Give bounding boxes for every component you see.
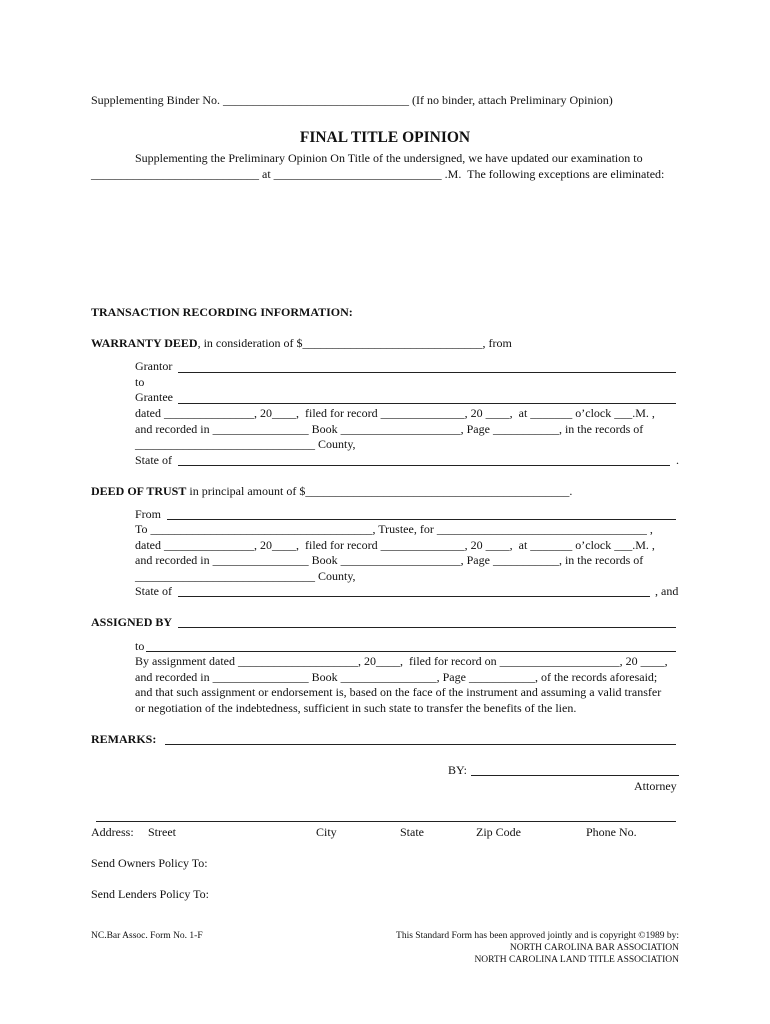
deed-of-trust-line bbox=[91, 484, 572, 498]
intro-line-2: ____________________________ at ____________________________ .M. The following exceptions are eliminated: bbox=[91, 167, 665, 181]
warranty-state-label: State of bbox=[135, 453, 172, 467]
deed-of-trust-label: DEED OF TRUST bbox=[91, 484, 187, 498]
grantor-label: Grantor bbox=[135, 359, 173, 373]
endorsement-line-2: or negotiation of the indebtedness, sufficient in such state to transfer the benefits of the lien. bbox=[135, 701, 577, 715]
assignment-recorded-line: and recorded in ________________ Book ________________, Page ___________, of the records aforesaid; bbox=[135, 670, 658, 684]
send-lenders-policy-label: Send Lenders Policy To: bbox=[91, 887, 209, 901]
page-title: FINAL TITLE OPINION bbox=[299, 129, 471, 146]
address-field[interactable] bbox=[96, 821, 676, 822]
zip-code-label: Zip Code bbox=[476, 825, 521, 839]
phone-label: Phone No. bbox=[586, 825, 637, 839]
trust-from-field[interactable] bbox=[167, 519, 676, 520]
address-label: Address: bbox=[91, 825, 134, 839]
warranty-deed-consideration: , in consideration of $______________________________, from bbox=[197, 336, 512, 350]
trust-dated-line: dated _______________, 20____, filed for record ______________, 20 ____, at _______ o’clock ___.M. , bbox=[135, 538, 655, 552]
trust-state-label: State of bbox=[135, 584, 172, 598]
state-label: State bbox=[400, 825, 424, 839]
by-label: BY: bbox=[448, 763, 467, 777]
copyright-notice: This Standard Form has been approved jointly and is copyright ©1989 by: bbox=[396, 931, 679, 941]
warranty-deed-label: WARRANTY DEED bbox=[91, 336, 198, 350]
grantor-field[interactable] bbox=[178, 372, 676, 373]
warranty-state-field[interactable] bbox=[178, 465, 670, 466]
deed-of-trust-principal: in principal amount of $____________________________________________. bbox=[186, 484, 573, 498]
assigned-to-field[interactable] bbox=[146, 651, 676, 652]
warranty-dated-line: dated _______________, 20____, filed for record ______________, 20 ____, at _______ o’clock ___.M. , bbox=[135, 406, 655, 420]
assigned-by-field[interactable] bbox=[178, 627, 676, 628]
endorsement-line-1: and that such assignment or endorsement is, based on the face of the instrument and assuming a valid transfer bbox=[135, 685, 662, 699]
trust-from-label: From bbox=[135, 507, 162, 521]
trust-state-end: , and bbox=[655, 584, 679, 598]
grantor-to-label: to bbox=[135, 375, 145, 389]
binder-number-line: Supplementing Binder No. _______________________________ (If no binder, attach Preliminary Opinion) bbox=[91, 93, 613, 107]
trust-recorded-line: and recorded in ________________ Book ____________________, Page ___________, in the records of bbox=[135, 553, 644, 567]
send-owners-policy-label: Send Owners Policy To: bbox=[91, 856, 208, 870]
grantee-field[interactable] bbox=[178, 403, 676, 404]
grantee-label: Grantee bbox=[135, 390, 173, 404]
land-title-association-name: NORTH CAROLINA LAND TITLE ASSOCIATION bbox=[474, 955, 679, 965]
warranty-deed-line bbox=[91, 336, 512, 350]
assignment-dated-line: By assignment dated ____________________, 20____, filed for record on ____________________, 20 ____, bbox=[135, 654, 668, 668]
warranty-state-end: . bbox=[676, 453, 679, 467]
bar-association-name: NORTH CAROLINA BAR ASSOCIATION bbox=[509, 943, 679, 953]
attorney-signature-field[interactable] bbox=[471, 775, 679, 776]
trust-to-trustee-line: To _____________________________________, Trustee, for ___________________________________ , bbox=[135, 522, 653, 536]
assigned-by-label: ASSIGNED BY bbox=[91, 615, 173, 629]
remarks-label: REMARKS: bbox=[91, 732, 157, 746]
form-number: NC.Bar Assoc. Form No. 1-F bbox=[91, 931, 203, 941]
attorney-label: Attorney bbox=[634, 779, 677, 793]
trust-state-field[interactable] bbox=[178, 596, 650, 597]
intro-line-1: Supplementing the Preliminary Opinion On Title of the undersigned, we have updated our examination to bbox=[135, 151, 643, 165]
remarks-field[interactable] bbox=[165, 744, 676, 745]
warranty-county-line: ______________________________ County, bbox=[135, 437, 356, 451]
city-label: City bbox=[316, 825, 337, 839]
assigned-to-label: to bbox=[135, 639, 145, 653]
street-label: Street bbox=[148, 825, 176, 839]
warranty-recorded-line: and recorded in ________________ Book ____________________, Page ___________, in the records of bbox=[135, 422, 644, 436]
transaction-heading: TRANSACTION RECORDING INFORMATION: bbox=[91, 305, 353, 319]
trust-county-line: ______________________________ County, bbox=[135, 569, 356, 583]
